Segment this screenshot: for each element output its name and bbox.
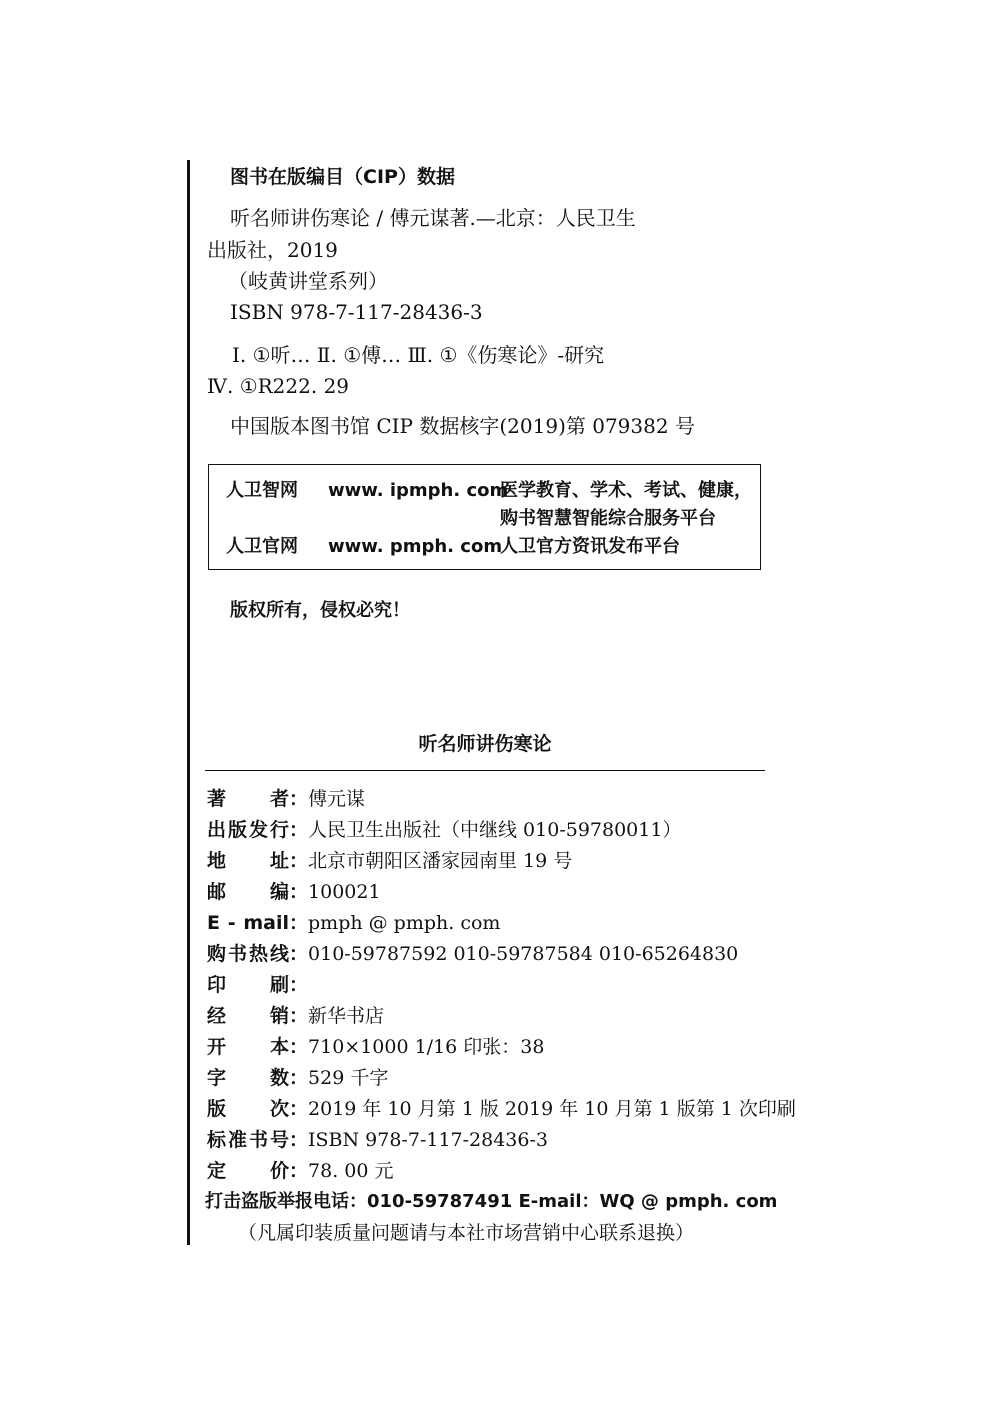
- left-margin-rule: [187, 160, 190, 1245]
- site-desc-1b: 购书智慧智能综合服务平台: [500, 508, 716, 529]
- anti-piracy-line: 打击盗版举报电话：010-59787491 E-mail：WQ @ pmph. com: [205, 1191, 778, 1212]
- colophon-row: E - mail：pmph @ pmph. com: [207, 912, 501, 934]
- cip-line-1: 听名师讲伤寒论 / 傅元谋著.—北京：人民卫生: [230, 206, 636, 230]
- colophon-row: 定 价：78. 00 元: [207, 1160, 394, 1182]
- cip-record-number: 中国版本图书馆 CIP 数据核字(2019)第 079382 号: [230, 414, 695, 438]
- copyright-notice: 版权所有，侵权必究！: [230, 600, 410, 621]
- colophon-row: 版 次：2019 年 10 月第 1 版 2019 年 10 月第 1 版第 1 次印刷: [207, 1098, 796, 1120]
- cip-class-1: Ⅰ. ①听… Ⅱ. ①傅… Ⅲ. ①《伤寒论》-研究: [232, 343, 605, 367]
- colophon-row: 地 址：北京市朝阳区潘家园南里 19 号: [207, 850, 573, 872]
- colophon-row: 出版发行：人民卫生出版社（中继线 010-59780011）: [207, 819, 682, 841]
- site-name-1: 人卫智网: [226, 480, 298, 501]
- site-name-2: 人卫官网: [226, 536, 298, 557]
- colophon-row: 经 销：新华书店: [207, 1005, 385, 1027]
- return-policy-note: （凡属印装质量问题请与本社市场营销中心联系退换）: [238, 1222, 695, 1244]
- cip-class-2: Ⅳ. ①R222. 29: [207, 374, 350, 398]
- colophon-row: 印 刷：: [207, 974, 309, 996]
- colophon-row: 购书热线：010-59787592 010-59787584 010-65264830: [207, 943, 739, 965]
- site-url-2: www. pmph. com: [328, 536, 503, 557]
- colophon-row: 邮 编：100021: [207, 881, 381, 903]
- colophon-row: 标准书号：ISBN 978-7-117-28436-3: [207, 1129, 548, 1151]
- colophon-row: 开 本：710×1000 1/16 印张：38: [207, 1036, 545, 1058]
- cip-heading: 图书在版编目（CIP）数据: [230, 166, 455, 188]
- cip-line-3: （岐黄讲堂系列）: [228, 269, 388, 293]
- cip-line-2: 出版社，2019: [207, 238, 338, 262]
- site-desc-2: 人卫官方资讯发布平台: [500, 536, 680, 557]
- site-url-1: www. ipmph. com: [328, 480, 509, 501]
- title-divider: [205, 770, 765, 771]
- colophon-row: 著 者：傅元谋: [207, 788, 366, 810]
- site-desc-1a: 医学教育、学术、考试、健康，: [500, 480, 752, 501]
- book-title: 听名师讲伤寒论: [418, 733, 552, 755]
- colophon-row: 字 数：529 千字: [207, 1067, 389, 1089]
- cip-isbn: ISBN 978-7-117-28436-3: [230, 300, 483, 324]
